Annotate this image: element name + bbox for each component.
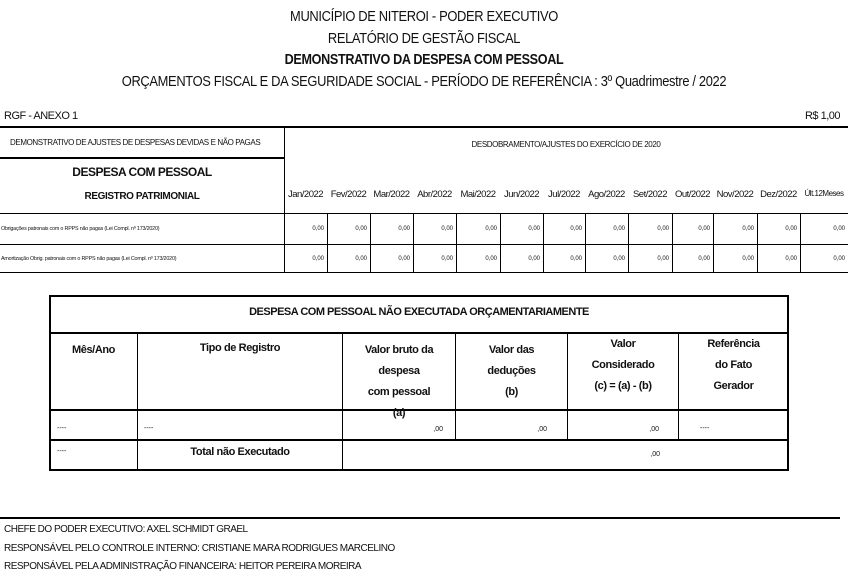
month-header: Jan/2022 [287,189,324,200]
row-value-cell: 0,00 [698,256,710,262]
row-value-cell: 0,00 [398,226,410,232]
column-divider [672,214,673,272]
month-header: Mar/2022 [373,189,410,200]
adjustments-left-title: DEMONSTRATIVO DE AJUSTES DE DESPESAS DEVIDAS E NÃO PAGAS [10,138,261,147]
currency-unit: R$ 1,00 [804,110,840,122]
total-mes: ---- [57,448,67,455]
row-value-cell: 0,00 [613,256,625,262]
row-value-cell: 0,00 [312,226,324,232]
annex-label: RGF - ANEXO 1 [4,110,78,122]
row-value-cell: 0,00 [657,256,669,262]
statement-title: DEMONSTRATIVO DA DESPESA COM PESSOAL [284,51,564,68]
row-value-cell: 0,00 [441,256,453,262]
row-value-cell: 0,00 [528,256,540,262]
row-value-cell: 0,00 [657,226,669,232]
month-header: Abr/2022 [417,189,452,200]
col-considerado-l3: (c) = (a) - (b) [594,380,652,392]
column-divider [456,214,457,272]
row-value-cell: 0,00 [355,256,367,262]
month-header: Jun/2022 [503,189,540,200]
row-value-cell: 0,00 [785,256,797,262]
col-tipo-registro: Tipo de Registro [199,342,281,354]
row-value-cell: 0,00 [742,256,754,262]
col-deducoes-l1: Valor das [488,344,535,356]
month-header: Ago/2022 [588,189,625,200]
column-divider [543,214,544,272]
column-divider [500,214,501,272]
column-divider [757,214,758,272]
row-value-cell: 0,00 [833,226,845,232]
row-value-cell: 0,00 [312,256,324,262]
unexecuted-title: DESPESA COM PESSOAL NÃO EXECUTADA ORÇAMENTARIAMENTE [249,306,589,318]
col-valor-considerado [568,334,678,397]
report-name: RELATÓRIO DE GESTÃO FISCAL [327,30,521,47]
col-valor-bruto-l1: Valor bruto da despesa [364,344,434,377]
reference-period: ORÇAMENTOS FISCAL E DA SEGURIDADE SOCIAL - PERÍODO DE REFERÊNCIA : 3º Quadrimestre / 2022 [121,73,727,90]
row-referencia: ---- [700,425,710,432]
row-bruto: ,00 [433,426,443,433]
column-divider [628,214,629,272]
row-value-cell: 0,00 [485,226,497,232]
row-value-cell: 0,00 [613,226,625,232]
municipality-title: MUNICÍPIO DE NITEROI - PODER EXECUTIVO [290,8,558,25]
row-value-cell: 0,00 [570,226,582,232]
col-deducoes [456,340,567,403]
month-header: Fev/2022 [330,189,367,200]
column-divider [413,214,414,272]
row-value-cell: 0,00 [698,226,710,232]
col-referencia-l2: do Fato [715,359,752,371]
column-divider [800,214,801,272]
row-mes: ---- [57,425,67,432]
col-deducoes-l2: deduções [487,365,536,377]
total-value: ,00 [650,451,660,458]
month-header: Jul/2022 [548,189,580,200]
total-label: Total não Executado [190,446,290,458]
row-label-amortizacao: Amortização Obrig. patronais com o RPPS não pagas (Lei Compl. nº 173/2020) [1,256,177,262]
row-value-cell: 0,00 [485,256,497,262]
col-valor-bruto-l3: (a) [392,407,406,419]
footer-administracao: RESPONSÁVEL PELA ADMINISTRAÇÃO FINANCEIRA: HEITOR PEREIRA MOREIRA [4,561,362,572]
despesa-heading: DESPESA COM PESSOAL [72,165,212,179]
row-value-cell: 0,00 [833,256,845,262]
month-header: Nov/2022 [716,189,754,200]
row-value-cell: 0,00 [742,226,754,232]
col-referencia-l3: Gerador [713,380,754,392]
adjustments-right-title: DESDOBRAMENTO/AJUSTES DO EXERCÍCIO DE 2020 [471,140,661,149]
row-value-cell: 0,00 [398,256,410,262]
col-valor-bruto-l2: com pessoal [367,386,431,398]
col-referencia-l1: Referência [707,338,760,350]
registro-heading: REGISTRO PATRIMONIAL [84,191,200,202]
month-header: Últ.12Meses [804,189,844,198]
footer-chefe: CHEFE DO PODER EXECUTIVO: AXEL SCHMIDT GRAEL [4,524,248,535]
column-divider [327,214,328,272]
month-header: Set/2022 [632,189,668,200]
col-considerado-l2: Considerado [591,359,655,371]
column-divider [713,214,714,272]
row-value-cell: 0,00 [355,226,367,232]
month-header: Out/2022 [674,189,711,200]
row-tipo: ---- [144,425,154,432]
column-divider [370,214,371,272]
row-value-cell: 0,00 [570,256,582,262]
col-referencia [679,334,788,397]
row-value-cell: 0,00 [528,226,540,232]
col-deducoes-l3: (b) [505,386,518,398]
row-value-cell: 0,00 [441,226,453,232]
footer-controle-interno: RESPONSÁVEL PELO CONTROLE INTERNO: CRISTIANE MARA RODRIGUES MARCELINO [4,543,395,554]
row-value-cell: 0,00 [785,226,797,232]
row-label-obrigacoes: Obrigações patronais com o RPPS não pagas (Lei Compl. nº 173/2020) [1,226,160,232]
col-valor-bruto [343,340,455,424]
month-header: Mai/2022 [460,189,496,200]
col-considerado-l1: Valor [610,338,636,350]
month-header: Dez/2022 [760,189,797,200]
col-mes-ano: Mês/Ano [71,344,116,356]
column-divider [585,214,586,272]
row-considerado: ,00 [649,426,659,433]
row-deducoes: ,00 [537,426,547,433]
